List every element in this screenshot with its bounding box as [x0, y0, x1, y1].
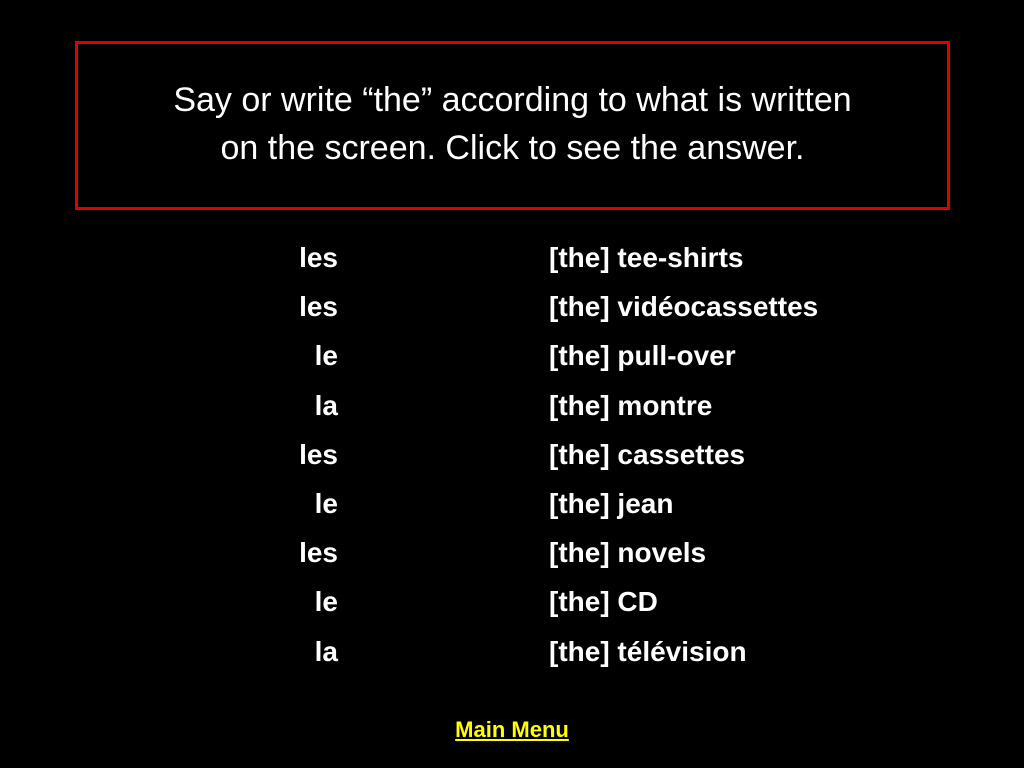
- vocabulary-row[interactable]: [0, 577, 1024, 626]
- noun-prompt: [the] jean: [549, 487, 674, 519]
- noun-prompt: [the] CD: [549, 586, 658, 618]
- noun-prompt: [the] vidéocassettes: [549, 291, 819, 323]
- vocabulary-row[interactable]: [0, 331, 1024, 380]
- noun-prompt: [the] cassettes: [549, 438, 746, 470]
- main-menu-container: [0, 716, 1024, 744]
- article-answer: la: [314, 389, 338, 421]
- article-answer: le: [314, 340, 338, 372]
- article-answer: le: [314, 487, 338, 519]
- vocabulary-row[interactable]: [0, 627, 1024, 676]
- article-answer: les: [299, 537, 338, 569]
- noun-prompt: [the] montre: [549, 389, 713, 421]
- instruction-box: [75, 41, 950, 210]
- vocabulary-list: [0, 233, 1024, 676]
- vocabulary-row[interactable]: [0, 381, 1024, 430]
- noun-prompt: [the] tee-shirts: [549, 242, 744, 273]
- article-answer: les: [299, 291, 338, 323]
- noun-prompt: [the] pull-over: [549, 340, 736, 372]
- instruction-text: Say or write “the” according to what is written on the screen. Click to see the answer.: [173, 80, 852, 167]
- article-answer: la: [314, 635, 338, 667]
- article-answer: les: [299, 438, 338, 470]
- vocabulary-row[interactable]: [0, 479, 1024, 528]
- vocabulary-row[interactable]: [0, 233, 1024, 282]
- noun-prompt: [the] télévision: [549, 635, 747, 667]
- vocabulary-row[interactable]: [0, 430, 1024, 479]
- vocabulary-row[interactable]: [0, 282, 1024, 331]
- main-menu-link[interactable]: Main Menu: [455, 717, 569, 742]
- article-answer: les: [299, 242, 338, 273]
- article-answer: le: [314, 586, 338, 618]
- vocabulary-row[interactable]: [0, 528, 1024, 577]
- noun-prompt: [the] novels: [549, 537, 707, 569]
